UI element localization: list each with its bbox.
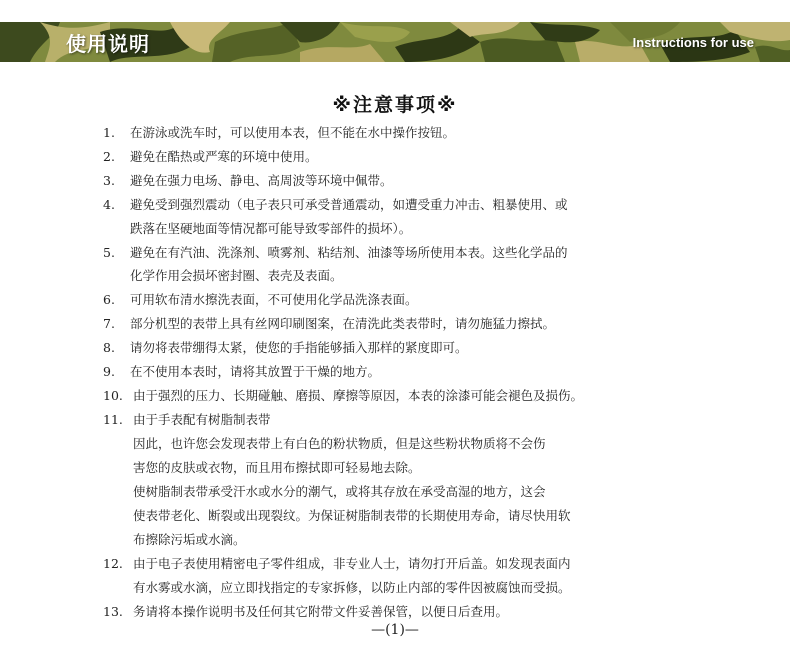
item-text-continuation: 跌落在坚硬地面等情况都可能导致零部件的损坏）。 [130,221,412,236]
item-number: 9. [103,364,115,379]
item-text: 避免在强力电场、静电、高周波等环境中佩带。 [130,173,393,188]
item-text-continuation: 使表带老化、断裂或出现裂纹。为保证树脂制表带的长期使用寿命，请尽快用软 [133,508,571,523]
item-number: 4. [103,197,115,212]
item-number: 3. [103,173,115,188]
item-text: 务请将本操作说明书及任何其它附带文件妥善保管，以便日后查用。 [133,604,509,619]
item-number: 1. [103,125,115,140]
item-number: 5. [103,245,115,260]
item-text: 部分机型的表带上具有丝网印刷图案，在清洗此类表带时，请勿施猛力擦拭。 [130,316,556,331]
item-text: 避免在酷热或严寒的环境中使用。 [130,149,318,164]
item-text: 由于电子表使用精密电子零件组成，非专业人士，请勿打开后盖。如发现表面内 [133,556,571,571]
notice-title: ※注意事项※ [332,94,458,116]
item-number: 11. [103,412,123,427]
item-number: 6. [103,292,115,307]
item-number: 7. [103,316,115,331]
item-text: 可用软布清水擦洗表面，不可使用化学品洗涤表面。 [130,292,418,307]
item-text: 避免受到强烈震动（电子表只可承受普通震动，如遭受重力冲击、粗暴使用、或 [130,197,568,212]
header-banner [0,22,790,62]
item-text: 由于手表配有树脂制表带 [133,412,271,427]
item-text-continuation: 使树脂制表带承受汗水或水分的潮气，或将其存放在承受高湿的地方，这会 [133,484,546,499]
item-text-continuation: 布擦除污垢或水滴。 [133,532,246,547]
item-text: 避免在有汽油、洗涤剂、喷雾剂、粘结剂、油漆等场所使用本表。这些化学品的 [130,245,568,260]
banner-subtitle: Instructions for use [632,35,754,50]
item-text: 请勿将表带绷得太紧，使您的手指能够插入那样的紧度即可。 [130,340,468,355]
item-text: 由于强烈的压力、长期碰触、磨损、摩擦等原因，本表的涂漆可能会褪色及损伤。 [133,388,584,403]
item-number: 8. [103,340,115,355]
item-text: 在游泳或洗车时，可以使用本表，但不能在水中操作按钮。 [130,125,456,140]
item-text-continuation: 害您的皮肤或衣物，而且用布擦拭即可轻易地去除。 [133,460,421,475]
item-number: 12. [103,556,123,571]
banner-title: 使用说明 [66,32,150,56]
item-number: 10. [103,388,123,403]
item-text-continuation: 有水雾或水滴，应立即找指定的专家拆修，以防止内部的零件因被腐蚀而受损。 [133,580,571,595]
item-text: 在不使用本表时，请将其放置于干燥的地方。 [130,364,381,379]
page-number: —(1)— [371,622,419,638]
item-number: 13. [103,604,123,619]
item-text-continuation: 因此，也许您会发现表带上有白色的粉状物质，但是这些粉状物质将不会伤 [133,436,546,451]
item-number: 2. [103,149,115,164]
item-text-continuation: 化学作用会损坏密封圈、表壳及表面。 [130,268,343,283]
